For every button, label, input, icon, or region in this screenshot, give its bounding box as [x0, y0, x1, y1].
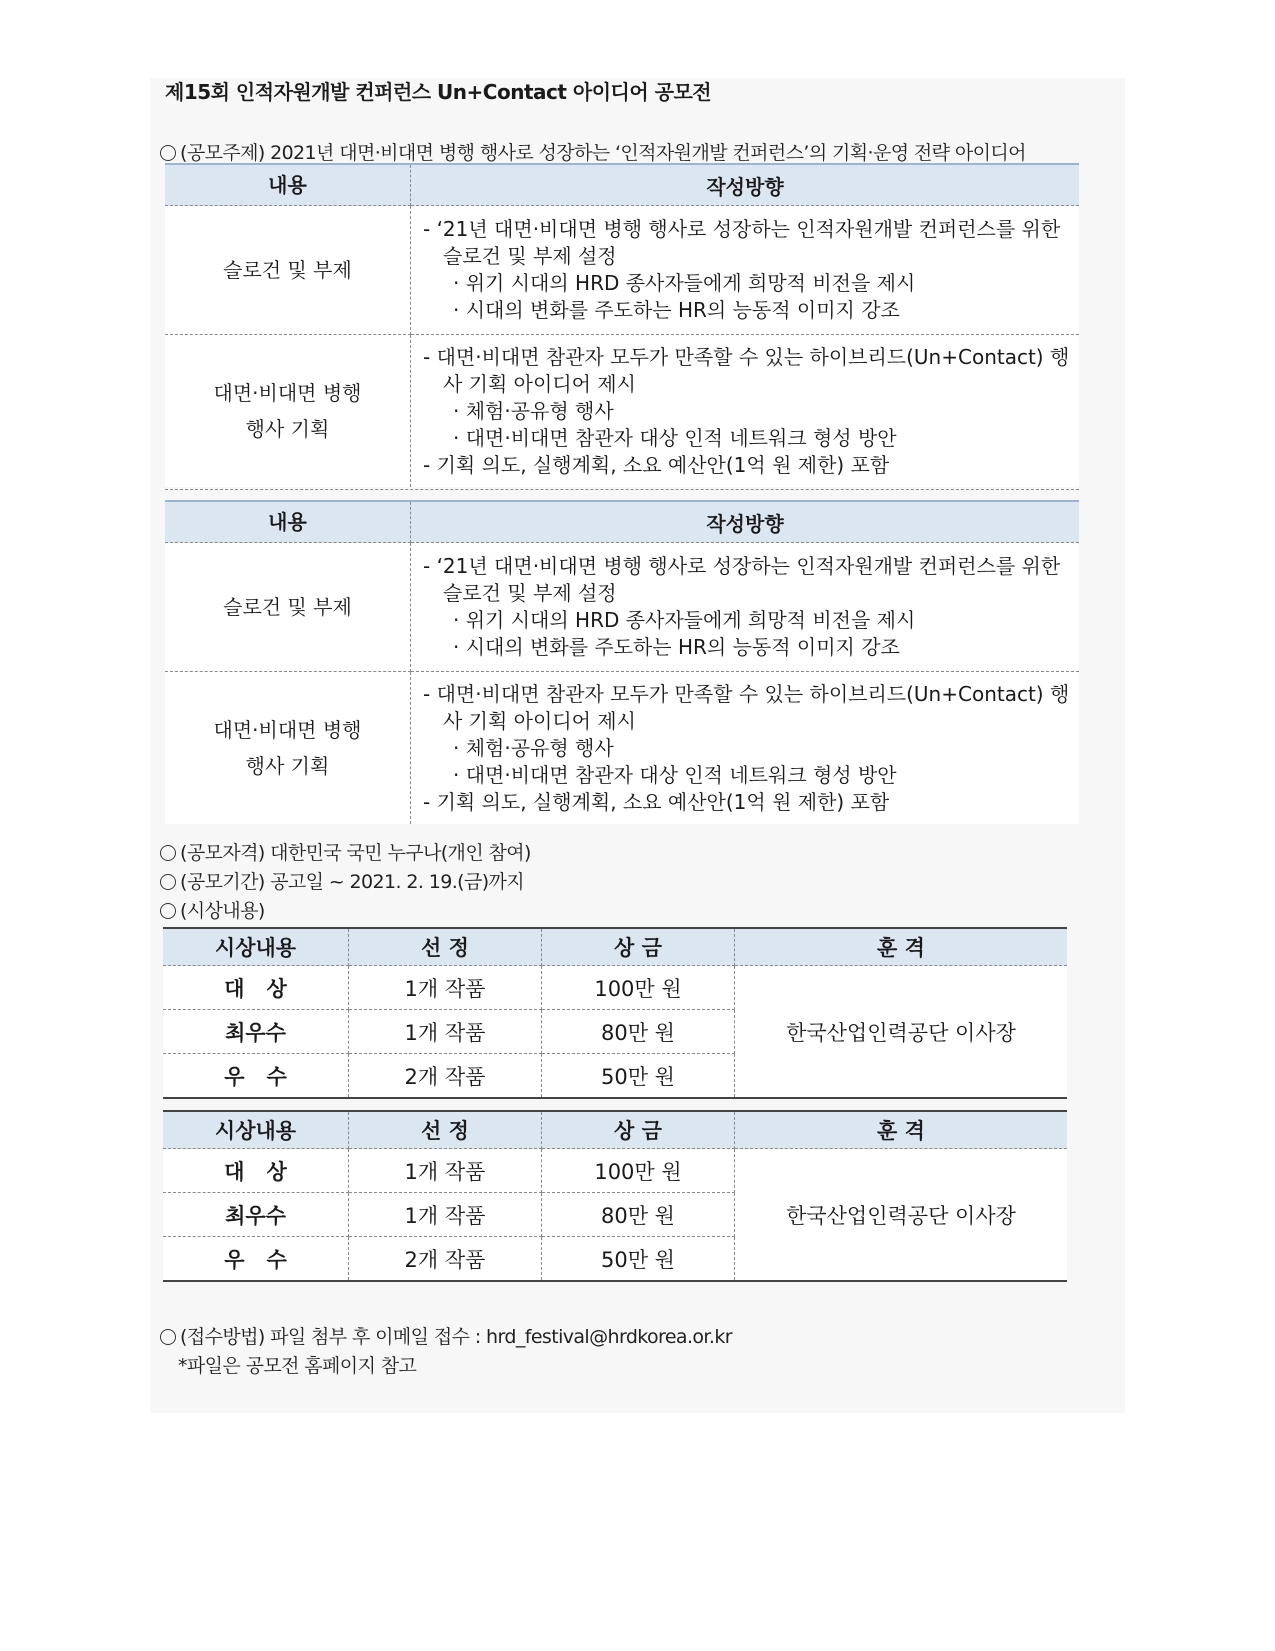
list-item: · 위기 시대의 HRD 종사자들에게 희망적 비전을 제시	[453, 608, 916, 632]
header-direction: 작성방향	[411, 164, 1080, 206]
list-item: · 대면·비대면 참관자 대상 인적 네트워크 형성 방안	[453, 762, 897, 787]
list-item: - ‘21년 대면·비대면 병행 행사로 성장하는 인적자원개발 컨퍼런스를 위한 슬로건 및 부제 설정	[423, 217, 1061, 268]
header-content: 내용	[165, 501, 411, 543]
award-name: 최우수	[163, 1193, 349, 1237]
award-name: 최우수	[163, 1010, 349, 1054]
awards-table-repeat	[163, 1110, 1067, 1282]
award-count: 1개 작품	[349, 1010, 542, 1054]
award-name: 우 수	[163, 1237, 349, 1282]
theme-line: (공모주제) 2021년 대면·비대면 병행 행사로 성장하는 ‘인적자원개발 컨퍼런스’의 기획·운영 전략 아이디어	[160, 138, 1026, 165]
header-count: 선 정	[349, 1111, 542, 1149]
circle-bullet-icon	[160, 1329, 176, 1345]
header-award: 시상내용	[163, 1111, 349, 1149]
circle-bullet-icon	[160, 874, 176, 890]
row-body-event	[411, 672, 1080, 825]
row-body-event	[411, 335, 1080, 488]
list-item: - 대면·비대면 참관자 모두가 만족할 수 있는 하이브리드(Un+Contact) 행사 기획 아이디어 제시	[423, 344, 1070, 396]
row-label-slogan: 슬로건 및 부제	[165, 206, 411, 335]
list-item: - ‘21년 대면·비대면 병행 행사로 성장하는 인적자원개발 컨퍼런스를 위한 슬로건 및 부제 설정	[423, 554, 1061, 605]
list-item: - 기획 의도, 실행계획, 소요 예산안(1억 원 제한) 포함	[423, 789, 890, 814]
award-prize: 50만 원	[542, 1054, 735, 1099]
list-item: - 대면·비대면 참관자 모두가 만족할 수 있는 하이브리드(Un+Contact) 행사 기획 아이디어 제시	[423, 681, 1070, 733]
award-name: 대 상	[163, 966, 349, 1010]
row-body-slogan	[411, 206, 1080, 335]
header-honor: 훈 격	[735, 928, 1068, 966]
circle-bullet-icon	[160, 903, 176, 919]
header-content: 내용	[165, 164, 411, 206]
submit-line: (접수방법) 파일 첨부 후 이메일 접수 : hrd_festival@hrdkorea.or.kr	[160, 1322, 732, 1349]
row-body-slogan	[411, 543, 1080, 672]
list-item: · 위기 시대의 HRD 종사자들에게 희망적 비전을 제시	[453, 271, 916, 295]
header-count: 선 정	[349, 928, 542, 966]
header-honor: 훈 격	[735, 1111, 1068, 1149]
header-prize: 상 금	[542, 928, 735, 966]
award-count: 2개 작품	[349, 1237, 542, 1282]
row-label-event: 대면·비대면 병행 행사 기획	[165, 335, 411, 488]
award-count: 2개 작품	[349, 1054, 542, 1099]
award-name: 대 상	[163, 1149, 349, 1193]
awards-heading: (시상내용)	[160, 896, 265, 923]
award-honor: 한국산업인력공단 이사장	[735, 1149, 1068, 1282]
award-count: 1개 작품	[349, 1193, 542, 1237]
row-label-event: 대면·비대면 병행 행사 기획	[165, 672, 411, 825]
award-prize: 80만 원	[542, 1193, 735, 1237]
note-line: *파일은 공모전 홈페이지 참고	[178, 1355, 417, 1377]
circle-bullet-icon	[160, 145, 176, 161]
header-direction: 작성방향	[411, 501, 1080, 543]
award-prize: 100만 원	[542, 966, 735, 1010]
award-prize: 100만 원	[542, 1149, 735, 1193]
list-item: · 시대의 변화를 주도하는 HR의 능동적 이미지 강조	[453, 635, 900, 659]
divider	[165, 489, 1079, 490]
header-award: 시상내용	[163, 928, 349, 966]
list-item: · 시대의 변화를 주도하는 HR의 능동적 이미지 강조	[453, 298, 900, 322]
list-item: - 기획 의도, 실행계획, 소요 예산안(1억 원 제한) 포함	[423, 452, 890, 477]
awards-table	[163, 927, 1067, 1099]
award-honor: 한국산업인력공단 이사장	[735, 966, 1068, 1099]
document-title: 제15회 인적자원개발 컨퍼런스 Un+Contact 아이디어 공모전	[165, 80, 712, 104]
circle-bullet-icon	[160, 845, 176, 861]
list-item: · 체험·공유형 행사	[453, 398, 614, 423]
header-prize: 상 금	[542, 1111, 735, 1149]
content-table	[165, 163, 1079, 487]
award-prize: 80만 원	[542, 1010, 735, 1054]
award-name: 우 수	[163, 1054, 349, 1099]
period-line: (공모기간) 공고일 ~ 2021. 2. 19.(금)까지	[160, 867, 524, 894]
eligibility-line: (공모자격) 대한민국 국민 누구나(개인 참여)	[160, 838, 531, 865]
content-table-repeat	[165, 500, 1079, 824]
row-label-slogan: 슬로건 및 부제	[165, 543, 411, 672]
list-item: · 대면·비대면 참관자 대상 인적 네트워크 형성 방안	[453, 425, 897, 450]
list-item: · 체험·공유형 행사	[453, 735, 614, 760]
award-count: 1개 작품	[349, 1149, 542, 1193]
award-count: 1개 작품	[349, 966, 542, 1010]
award-prize: 50만 원	[542, 1237, 735, 1282]
